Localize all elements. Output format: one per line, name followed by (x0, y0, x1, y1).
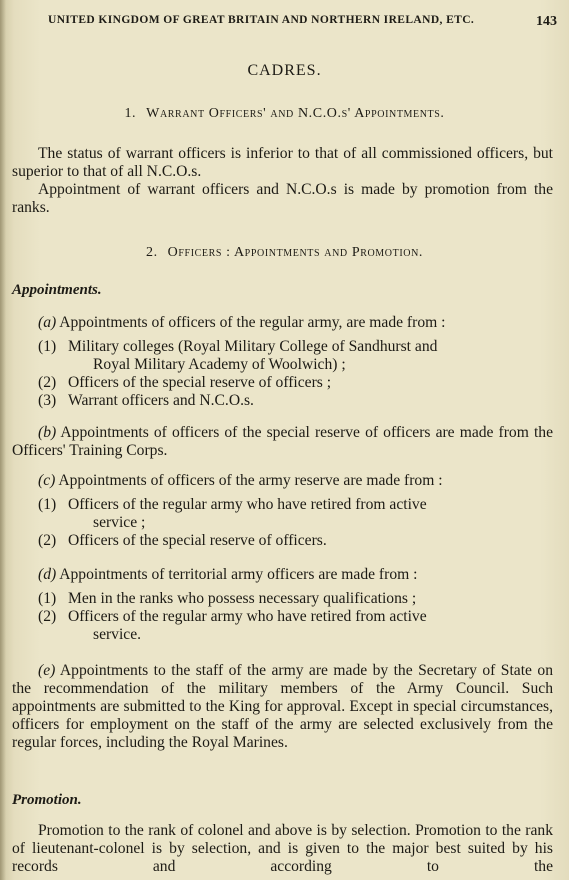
clause-d-item-2-continuation: service. (93, 626, 142, 643)
clause-d-item-2 (38, 608, 556, 626)
clause-d-item-2-number: (2) (38, 608, 57, 625)
clause-d-item-1-text: Men in the ranks who possess necessary qualifications ; (68, 590, 417, 607)
promotion-paragraph: Promotion to the rank of colonel and above is by selection. Promotion to the rank of lieutenant-colonel is by selection, and is given to the major best suited by his records and according to the (12, 822, 553, 875)
clause-a-item-1-number: (1) (38, 338, 57, 355)
clause-d-text: Appointments of territorial army officers are made from : (59, 566, 418, 583)
clause-a-item-3 (38, 392, 556, 410)
section-2-heading-text: Officers : Appointments and Promotion. (167, 245, 424, 260)
page-number: 143 (536, 14, 557, 29)
section-1-paragraph-1: The status of warrant officers is inferior to that of all commissioned officers, but superior to that of all N.C.O.s. (12, 145, 553, 180)
running-head-title: UNITED KINGDOM OF GREAT BRITAIN AND NORTHERN IRELAND, ETC. (48, 14, 475, 26)
clause-c-item-1-text: Officers of the regular army who have retired from active (68, 496, 427, 513)
clause-a-label: (a) (38, 314, 57, 331)
clause-a-item-3-number: (3) (38, 392, 57, 409)
clause-d-item-1 (38, 590, 556, 608)
clause-a-text: Appointments of officers of the regular army, are made from : (59, 314, 446, 331)
section-1-heading-text: Warrant Officers' and N.C.O.s' Appointments. (146, 106, 445, 121)
clause-a-item-1 (38, 338, 556, 356)
clause-c-item-1-continuation: service ; (93, 514, 146, 531)
clause-d-item-1-number: (1) (38, 590, 57, 607)
section-1-heading (0, 106, 569, 122)
appointments-sidehead: Appointments. (12, 282, 102, 298)
clause-c-text: Appointments of officers of the army reserve are made from : (58, 472, 443, 489)
clause-d-item-2-text: Officers of the regular army who have retired from active (68, 608, 427, 625)
clause-d-label: (d) (38, 566, 57, 583)
running-head (48, 14, 557, 30)
clause-c-item-2 (38, 532, 556, 550)
clause-c-item-1 (38, 496, 556, 514)
section-1-paragraph-2: Appointment of warrant officers and N.C.O.s is made by promotion from the ranks. (12, 181, 553, 216)
clause-a-item-1-continuation: Royal Military Academy of Woolwich) ; (93, 356, 346, 373)
clause-b (12, 424, 553, 460)
clause-e-label: (e) (38, 662, 56, 679)
clause-d (38, 566, 556, 584)
clause-b-label: (b) (38, 424, 57, 441)
clause-c (38, 472, 556, 490)
clause-c-item-2-number: (2) (38, 532, 57, 549)
section-1-number: 1. (124, 106, 137, 121)
section-2-heading (0, 245, 569, 261)
section-2-number: 2. (145, 245, 158, 260)
clause-c-item-2-text: Officers of the special reserve of officers. (68, 532, 327, 549)
promotion-sidehead: Promotion. (12, 792, 82, 808)
clause-a-item-2-text: Officers of the special reserve of officers ; (68, 374, 332, 391)
clause-a (38, 314, 556, 332)
clause-c-item-1-number: (1) (38, 496, 57, 513)
clause-a-item-1-text: Military colleges (Royal Military College of Sandhurst and (68, 338, 438, 355)
clause-a-item-3-text: Warrant officers and N.C.O.s. (68, 392, 254, 409)
clause-b-text: Appointments of officers of the special reserve of officers are made from the Officers' Training Corps. (12, 424, 553, 459)
clause-a-item-2 (38, 374, 556, 392)
clause-a-item-2-number: (2) (38, 374, 57, 391)
page-title: CADRES. (247, 62, 322, 79)
clause-c-label: (c) (38, 472, 56, 489)
clause-e-text: Appointments to the staff of the army are made by the Secretary of State on the recommendation of the military members of the Army Council. Such appointments are submitted to the King for approval. Except in special circumstances, officers for employment on the staff of the army are selected exclusively from the regular forces, including the Royal Marines. (12, 662, 553, 751)
clause-e (12, 662, 553, 752)
